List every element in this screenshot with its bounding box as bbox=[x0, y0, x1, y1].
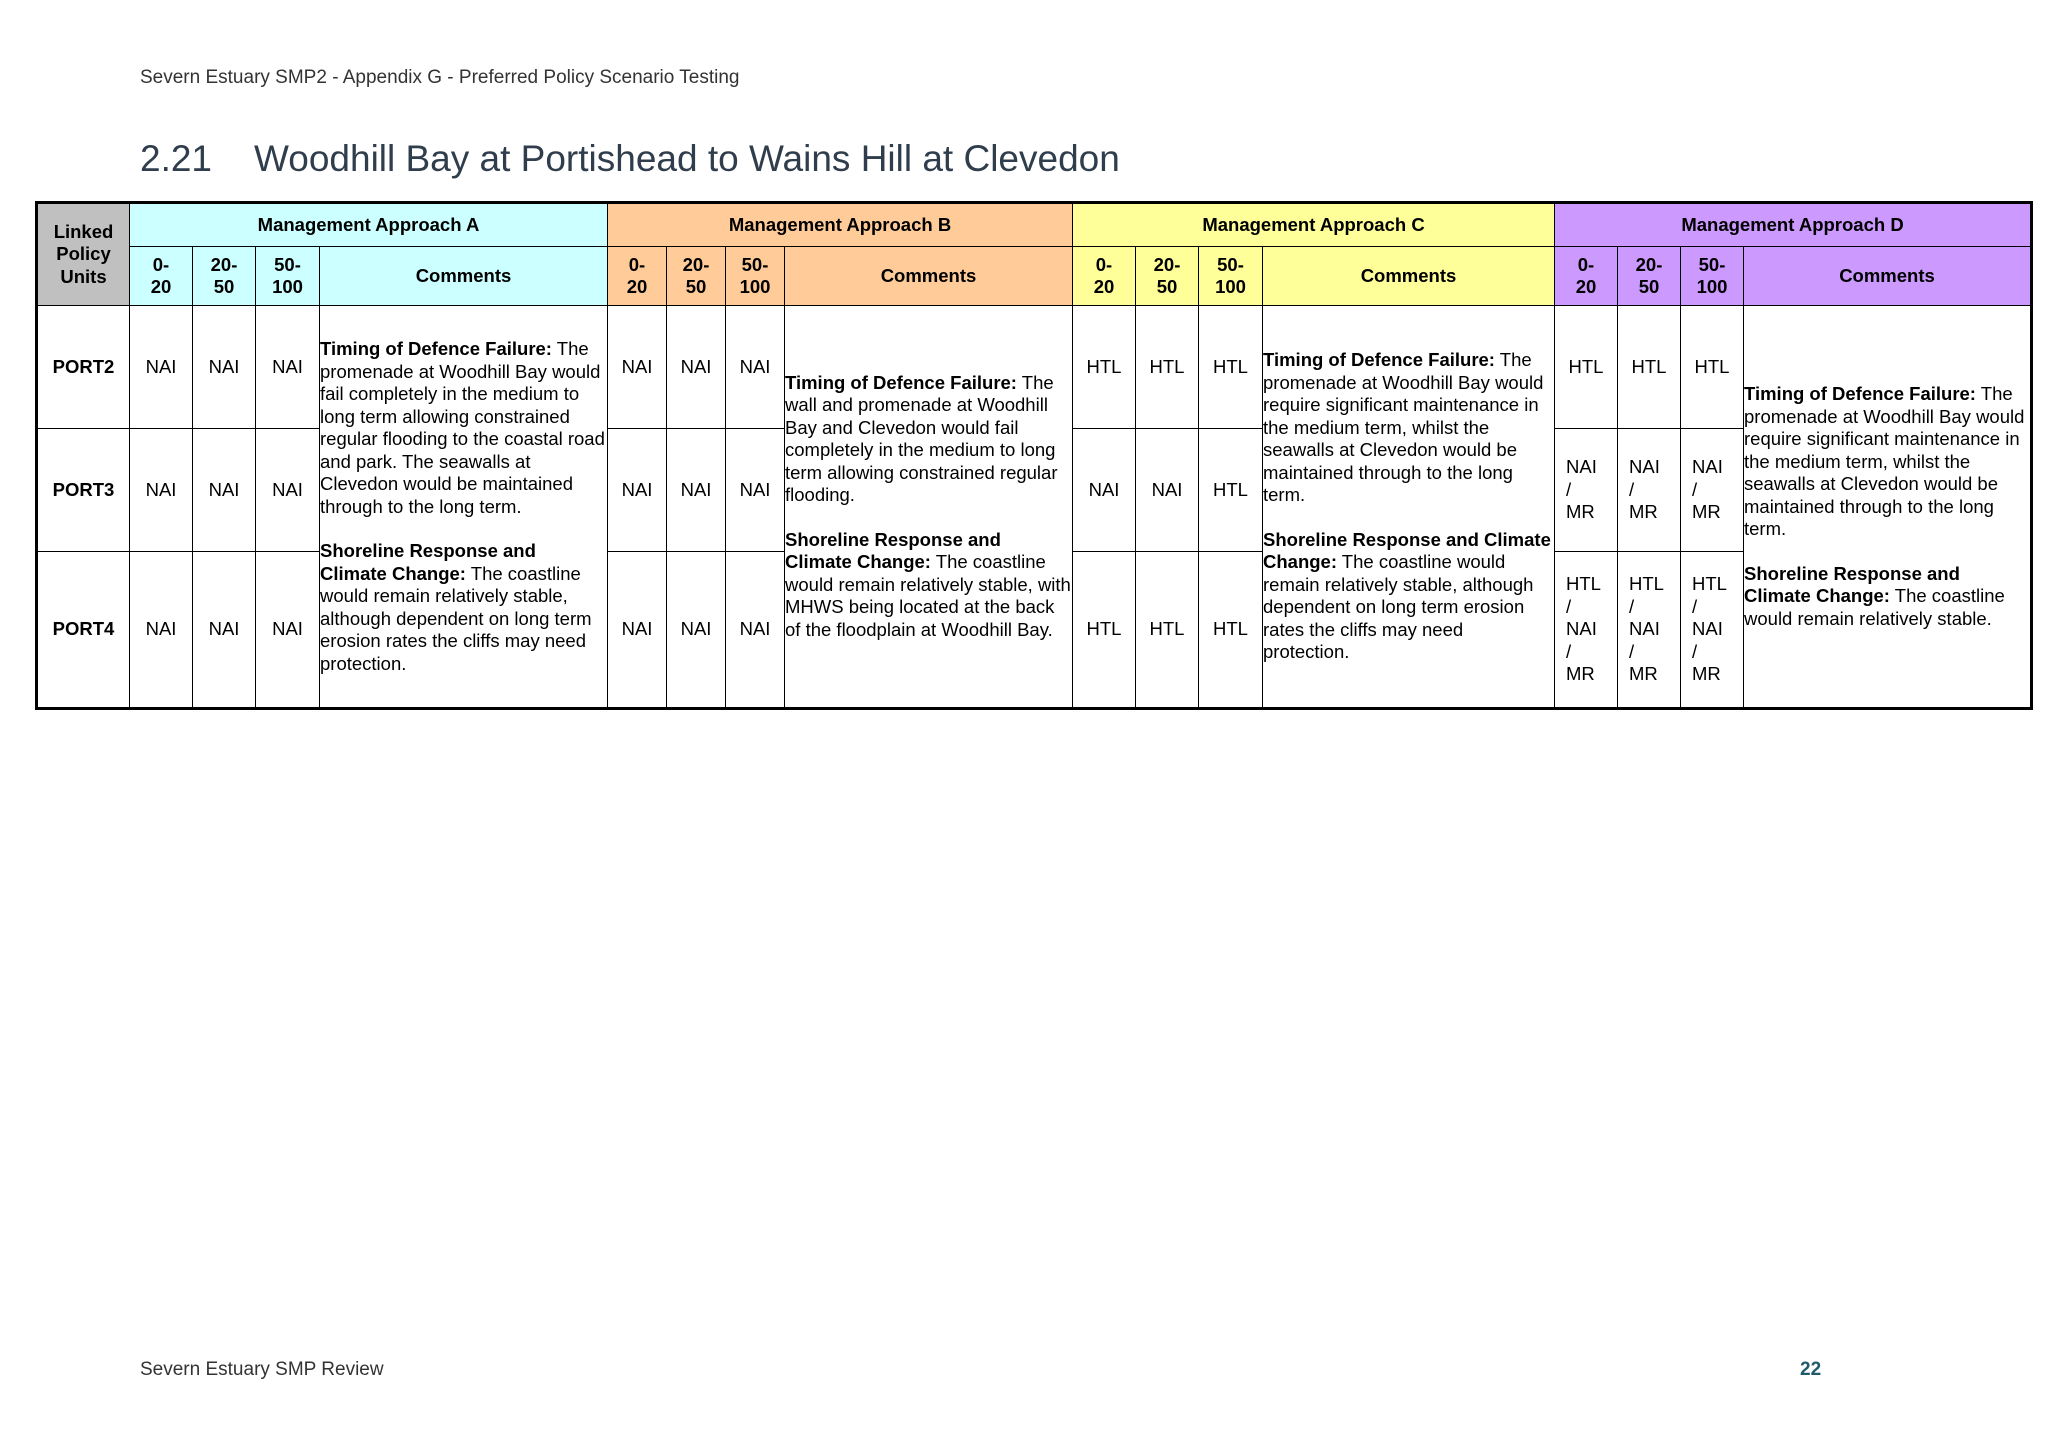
comment-text: The promenade at Woodhill Bay would require significant maintenance in the medium term, whilst the seawalls at Clevedon would be maintained through to the long term. bbox=[1263, 349, 1544, 506]
policy-cell: NAI bbox=[130, 552, 193, 709]
epoch-header: 50- 100 bbox=[256, 247, 320, 306]
epoch-header: 20- 50 bbox=[193, 247, 256, 306]
approach-d-header: Management Approach D bbox=[1555, 203, 2032, 247]
comment-paragraph bbox=[1263, 349, 1554, 507]
policy-cell: HTL / NAI / MR bbox=[1555, 552, 1618, 709]
comment-paragraph bbox=[320, 540, 607, 675]
policy-cell: NAI bbox=[608, 552, 667, 709]
policy-cell: HTL bbox=[1199, 552, 1263, 709]
epoch-header: 0- 20 bbox=[1555, 247, 1618, 306]
policy-cell: HTL bbox=[1136, 306, 1199, 429]
table-row bbox=[37, 306, 2032, 429]
policy-cell: NAI bbox=[256, 552, 320, 709]
policy-cell: NAI bbox=[130, 429, 193, 552]
epoch-header: 0- 20 bbox=[608, 247, 667, 306]
section-title bbox=[140, 138, 1120, 180]
comments-header: Comments bbox=[785, 247, 1073, 306]
policy-unit-cell: PORT2 bbox=[37, 306, 130, 429]
policy-scenario-table bbox=[35, 201, 2033, 710]
comment-text: The coastline would remain relatively stable, although dependent on long term erosion rates the cliffs may need protection. bbox=[1263, 551, 1534, 663]
comment-label: Shoreline Response and Climate Change: bbox=[320, 540, 536, 584]
comment-text: The wall and promenade at Woodhill Bay and Clevedon would fail completely in the medium to long term allowing constrained regular flooding. bbox=[785, 371, 1058, 506]
epoch-header: 20- 50 bbox=[1136, 247, 1199, 306]
comment-text: The coastline would remain relatively stable. bbox=[1744, 585, 2005, 629]
comment-label: Timing of Defence Failure: bbox=[1744, 383, 1976, 404]
policy-cell: NAI bbox=[667, 429, 726, 552]
comment-text: The coastline would remain relatively stable, with MHWS being located at the back of the floodplain at Woodhill Bay. bbox=[785, 551, 1071, 640]
approach-c-header: Management Approach C bbox=[1073, 203, 1555, 247]
policy-unit-cell: PORT4 bbox=[37, 552, 130, 709]
approach-b-comments bbox=[785, 306, 1073, 709]
section-title-text: Woodhill Bay at Portishead to Wains Hill at Clevedon bbox=[254, 138, 1120, 179]
comment-paragraph bbox=[320, 338, 607, 518]
page-number: 22 bbox=[1800, 1359, 1822, 1380]
policy-cell: NAI bbox=[193, 306, 256, 429]
comments-header: Comments bbox=[1744, 247, 2032, 306]
comment-label: Shoreline Response and Climate Change: bbox=[1263, 528, 1551, 573]
policy-cell: HTL bbox=[1618, 306, 1681, 429]
policy-cell: NAI bbox=[1073, 429, 1136, 552]
policy-cell: NAI bbox=[1136, 429, 1199, 552]
linked-policy-units-header: Linked Policy Units bbox=[37, 203, 130, 306]
policy-cell: HTL bbox=[1555, 306, 1618, 429]
epoch-header: 20- 50 bbox=[1618, 247, 1681, 306]
policy-cell: NAI bbox=[726, 429, 785, 552]
comment-paragraph bbox=[1744, 563, 2030, 631]
epoch-header: 0- 20 bbox=[130, 247, 193, 306]
approach-d-comments bbox=[1744, 306, 2032, 709]
policy-cell: NAI bbox=[726, 306, 785, 429]
epoch-header: 0- 20 bbox=[1073, 247, 1136, 306]
running-header: Severn Estuary SMP2 - Appendix G - Preferred Policy Scenario Testing bbox=[140, 67, 740, 88]
policy-cell: NAI / MR bbox=[1555, 429, 1618, 552]
epoch-header: 50- 100 bbox=[1199, 247, 1263, 306]
comment-paragraph bbox=[1263, 529, 1554, 664]
policy-cell: NAI bbox=[667, 306, 726, 429]
policy-cell: NAI bbox=[256, 429, 320, 552]
policy-cell: NAI / MR bbox=[1618, 429, 1681, 552]
comment-label: Timing of Defence Failure: bbox=[1263, 349, 1495, 371]
comment-label: Shoreline Response and Climate Change: bbox=[785, 528, 1001, 573]
epoch-header: 50- 100 bbox=[726, 247, 785, 306]
policy-cell: HTL bbox=[1199, 306, 1263, 429]
page-footer: Severn Estuary SMP Review bbox=[140, 1359, 384, 1380]
comments-header: Comments bbox=[1263, 247, 1555, 306]
policy-cell: NAI bbox=[608, 306, 667, 429]
policy-cell: NAI bbox=[667, 552, 726, 709]
policy-cell: NAI bbox=[256, 306, 320, 429]
comment-text: The promenade at Woodhill Bay would require significant maintenance in the medium term, whilst the seawalls at Clevedon would be maintained through to the long term. bbox=[1744, 383, 2025, 539]
approach-b-header: Management Approach B bbox=[608, 203, 1073, 247]
policy-cell: NAI bbox=[130, 306, 193, 429]
policy-cell: HTL bbox=[1136, 552, 1199, 709]
approach-a-header: Management Approach A bbox=[130, 203, 608, 247]
policy-unit-cell: PORT3 bbox=[37, 429, 130, 552]
policy-cell: NAI bbox=[608, 429, 667, 552]
policy-cell: NAI bbox=[193, 429, 256, 552]
comment-text: The coastline would remain relatively stable, although dependent on long term erosion rates the cliffs may need protection. bbox=[320, 562, 592, 674]
policy-cell: HTL bbox=[1073, 552, 1136, 709]
comment-paragraph bbox=[1744, 383, 2030, 541]
comments-header: Comments bbox=[320, 247, 608, 306]
policy-cell: HTL bbox=[1199, 429, 1263, 552]
comment-paragraph bbox=[785, 529, 1072, 642]
comment-label: Timing of Defence Failure: bbox=[785, 371, 1017, 393]
comment-label: Shoreline Response and Climate Change: bbox=[1744, 562, 1960, 606]
policy-cell: HTL / NAI / MR bbox=[1681, 552, 1744, 709]
policy-cell: NAI / MR bbox=[1681, 429, 1744, 552]
comment-text: The promenade at Woodhill Bay would fail completely in the medium to long term allowing constrained regular flooding to the coastal road and park. The seawalls at Clevedon would be maintained through to the long term. bbox=[320, 338, 605, 517]
approach-a-comments bbox=[320, 306, 608, 709]
approach-c-comments bbox=[1263, 306, 1555, 709]
section-number: 2.21 bbox=[140, 138, 213, 179]
policy-cell: HTL / NAI / MR bbox=[1618, 552, 1681, 709]
epoch-header: 20- 50 bbox=[667, 247, 726, 306]
policy-cell: HTL bbox=[1681, 306, 1744, 429]
epoch-header: 50- 100 bbox=[1681, 247, 1744, 306]
policy-cell: NAI bbox=[193, 552, 256, 709]
policy-cell: HTL bbox=[1073, 306, 1136, 429]
comment-label: Timing of Defence Failure: bbox=[320, 338, 552, 359]
policy-cell: NAI bbox=[726, 552, 785, 709]
comment-paragraph bbox=[785, 372, 1072, 507]
